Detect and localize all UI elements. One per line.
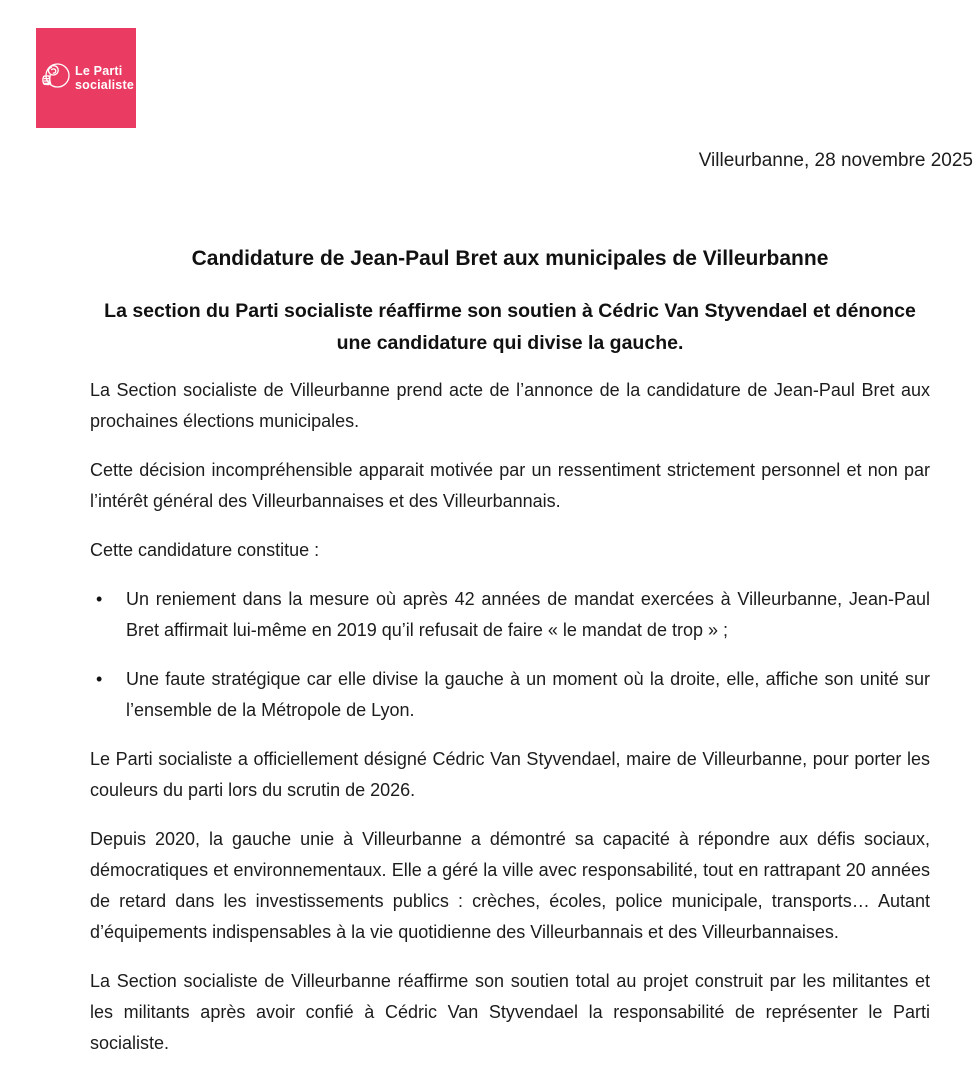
document-body: [90, 0, 973, 1077]
list-intro: Cette candidature constitue :: [90, 540, 320, 560]
logo-wordmark-line2: socialiste: [75, 78, 134, 92]
paragraph-designation: Le Parti socialiste a officiellement désigné Cédric Van Styvendael, maire de Villeurbanne, pour porter les couleurs du parti lors du scrutin de 2026.: [90, 749, 930, 800]
bullet-list: [90, 584, 930, 726]
paragraph-bilan: Depuis 2020, la gauche unie à Villeurbanne a démontré sa capacité à répondre aux défis sociaux, démocratiques et environnementaux. Elle a géré la ville avec responsabilité, tout en rattrapant 20 années de retard dans les investissements publics : crèches, écoles, police municipale, transports… Autant d’équipements indispensables à la vie quotidienne des Villeurbannais et des Villeurbannaises.: [90, 829, 930, 942]
paragraph-decision: Cette décision incompréhensible apparait motivée par un ressentiment strictement personnel et non par l’intérêt général des Villeurbannaises et des Villeurbannais.: [90, 460, 930, 511]
paragraph-soutien: La Section socialiste de Villeurbanne réaffirme son soutien total au projet construit par les militantes et les militants après avoir confié à Cédric Van Styvendael la responsabilité de représenter le Parti socialiste.: [90, 971, 930, 1053]
rose-fist-icon: [38, 59, 72, 98]
list-item-reniement: • Un reniement dans la mesure où après 42 années de mandat exercées à Villeurbanne, Jean-Paul Bret affirmait lui-même en 2019 qu’il refusait de faire « le mandat de trop » ;: [90, 584, 930, 646]
logo-wordmark-line1: Le Parti: [75, 63, 123, 78]
paragraph-announcement: La Section socialiste de Villeurbanne prend acte de l’annonce de la candidature de Jean-Paul Bret aux prochaines élections municipales.: [90, 380, 930, 431]
list-item-faute-strategique: • Une faute stratégique car elle divise la gauche à un moment où la droite, elle, affiche son unité sur l’ensemble de la Métropole de Lyon.: [90, 664, 930, 726]
document-title: Candidature de Jean-Paul Bret aux municipales de Villeurbanne: [191, 247, 829, 270]
dateline: Villeurbanne, 28 novembre 2025: [698, 150, 973, 171]
body-text: [90, 375, 930, 1059]
document-subtitle: La section du Parti socialiste réaffirme son soutien à Cédric Van Styvendael et dénonce une candidature qui divise la gauche.: [104, 300, 916, 354]
